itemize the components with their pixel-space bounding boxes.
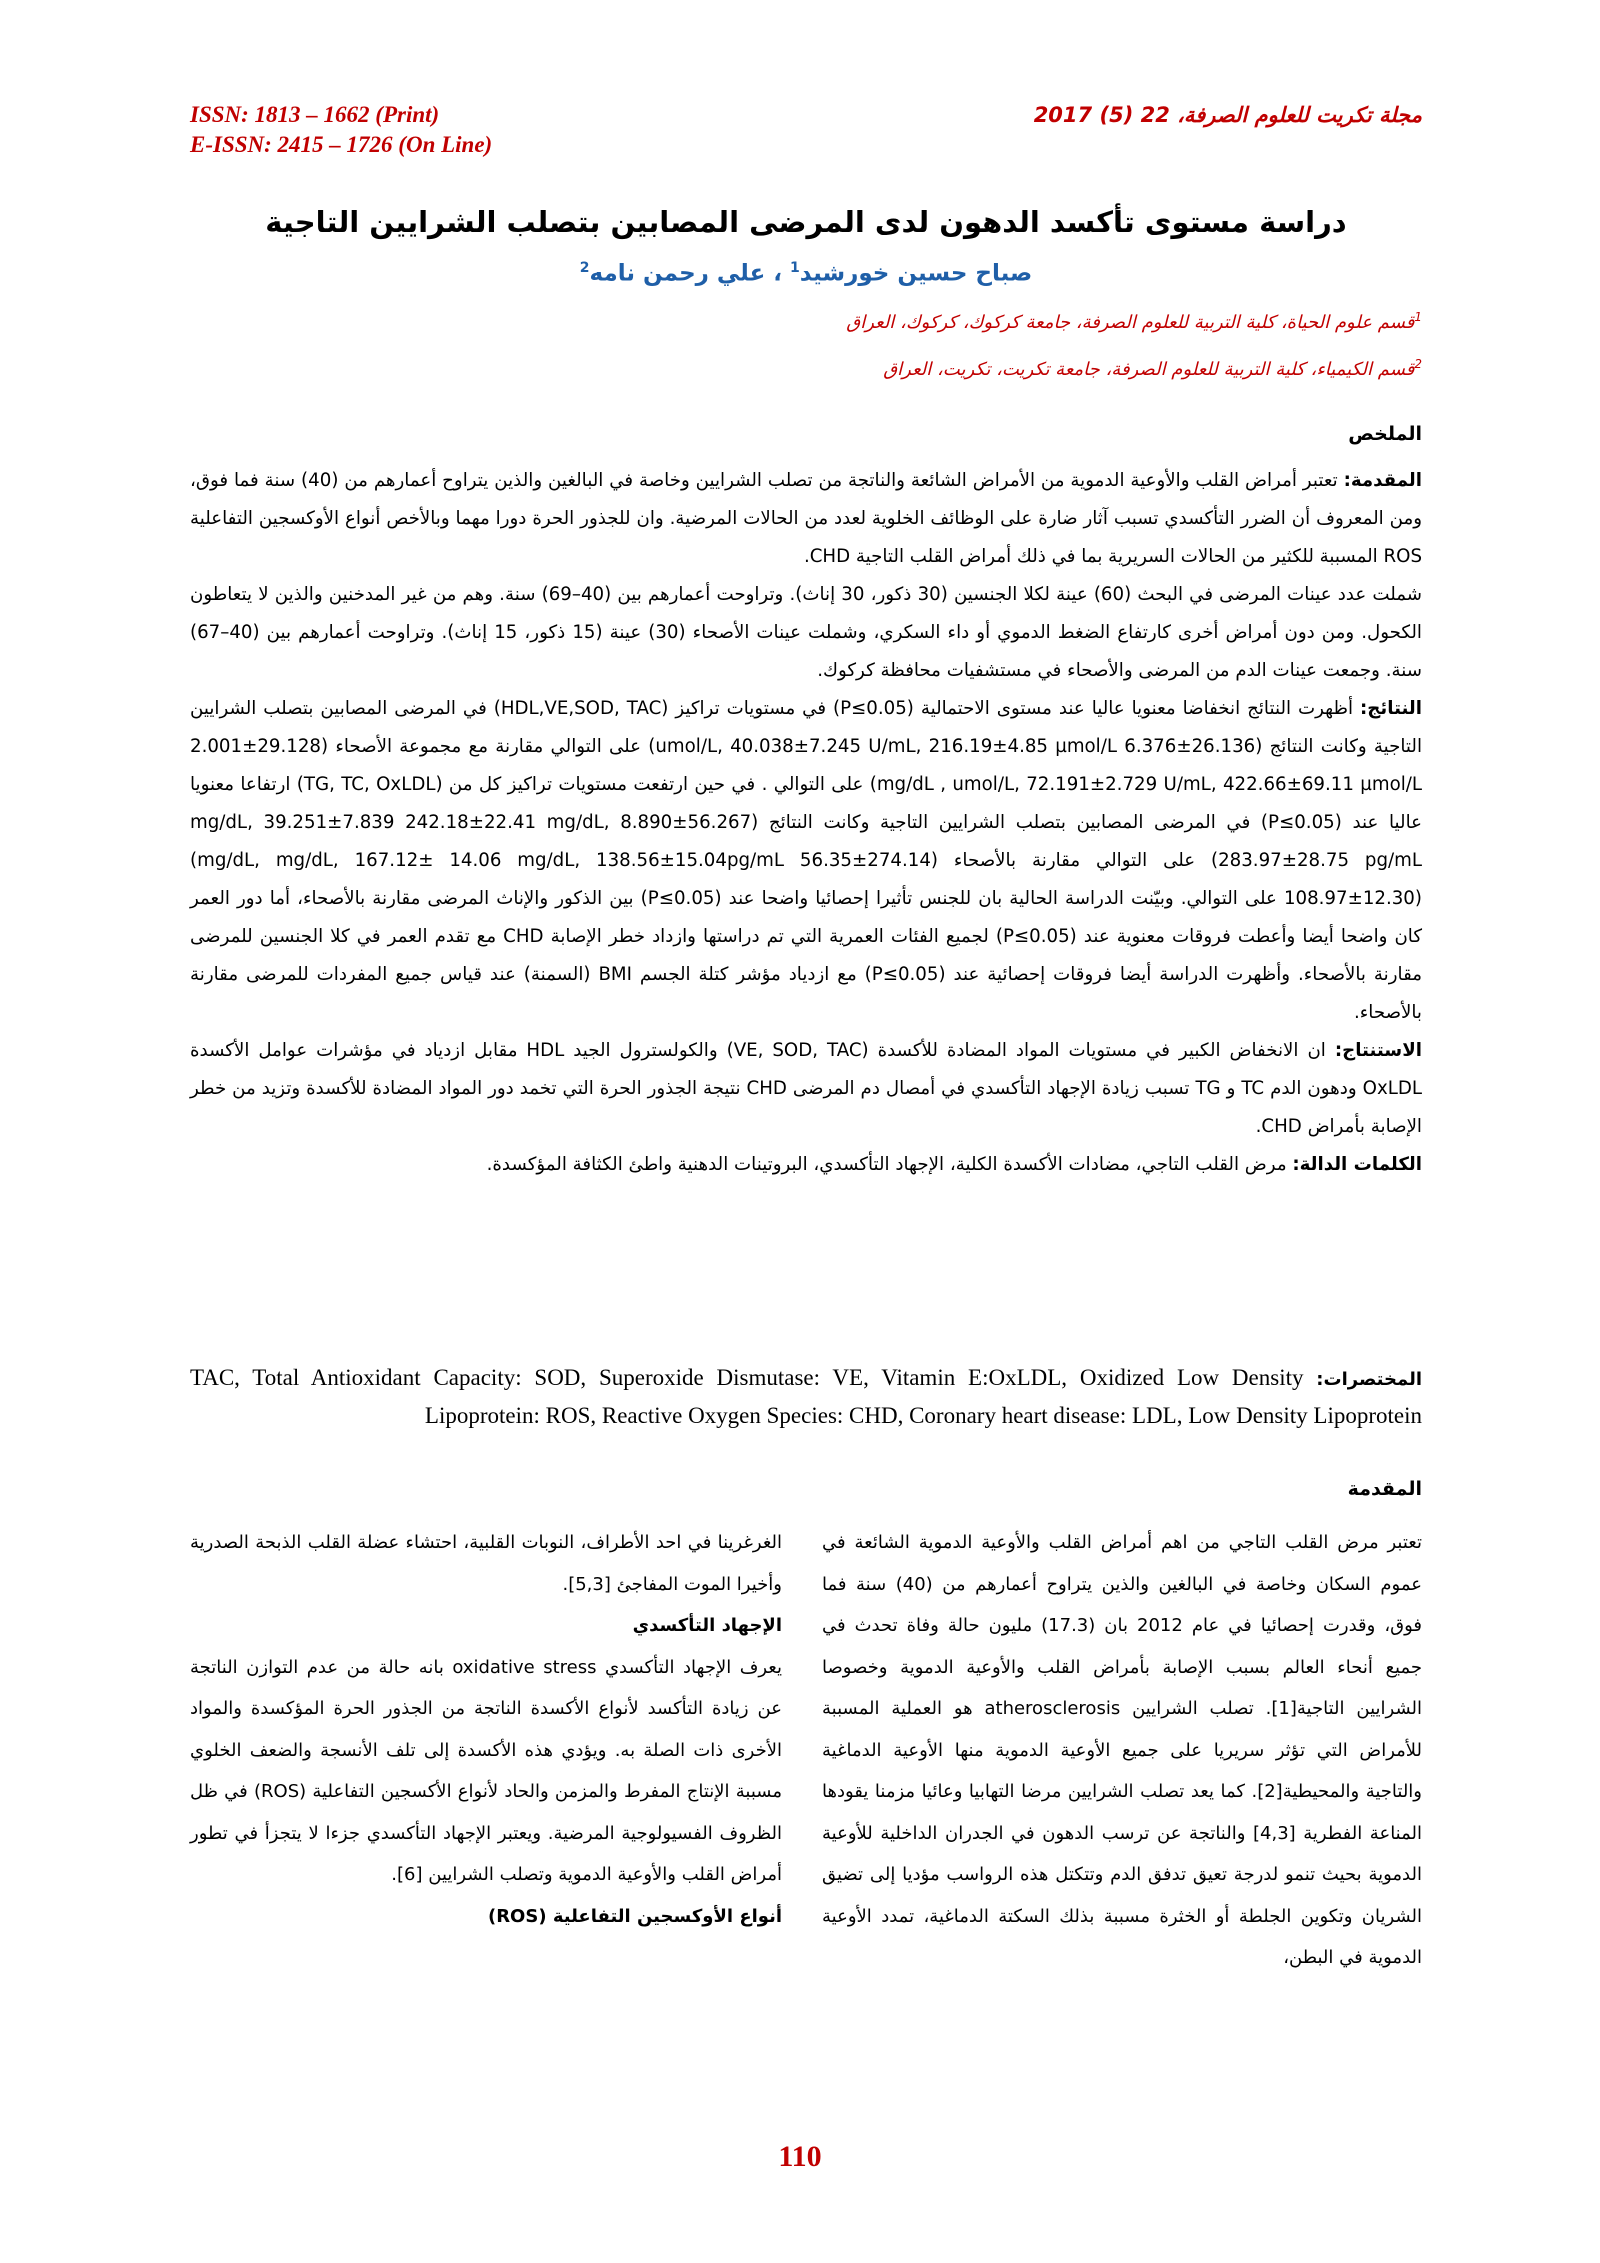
affiliation-1 [846, 310, 1422, 333]
issn-online: E-ISSN: 2415 – 1726 (On Line) [190, 132, 493, 157]
abstract-intro-label: المقدمة: [1343, 470, 1422, 491]
left-column-paragraph-2: يعرف الإجهاد التأكسدي oxidative stress بانه حالة من عدم التوازن الناتجة عن زيادة التأكسد لأنواع الأكسدة الناتجة من الجذور الحرة المؤكسدة والمواد الأخرى ذات الصلة به. ويؤدي هذه الأكسدة إلى تلف الأنسجة والضعف الخلوي مسببة الإنتاج المفرط والمزمن والحاد لأنواع الأكسجين التفاعلية (ROS) في ظل الظروف الفسيولوجية المرضية. ويعتبر الإجهاد التأكسدي جزءا لا يتجزأ في تطور أمراض القلب والأوعية الدموية وتصلب الشرايين [6]. [190, 1656, 782, 1885]
journal-citation: مجلة تكريت للعلوم الصرفة، 22 (5) 2017 [1033, 103, 1422, 127]
abstract-methods: شملت عدد عينات المرضى في البحث (60) عينة لكلا الجنسين (30 ذكور، 30 إناث). وتراوحت أعمارهم بين (40–69) سنة. وهم من غير المدخنين والذين لا يتعاطون الكحول. ومن دون أمراض أخرى كارتفاع الضغط الدموي أو داء السكري، وشملت عينات الأصحاء (30) عينة (15 ذكور، 15 إناث). وتراوحت أعمارهم بين (40–67) سنة. وجمعت عينات الدم من المرضى والأصحاء في مستشفيات محافظة كركوك. [190, 584, 1422, 681]
abstract-keywords [190, 1146, 1422, 1184]
issn-block [190, 100, 492, 160]
issn-print: ISSN: 1813 – 1662 (Print) [190, 102, 440, 127]
abstract-results-text: أظهرت النتائج انخفاضا معنويا عاليا عند مستوى الاحتمالية (P≤0.05) في مستويات تراكيز (HDL,VE,SOD, TAC) في المرضى المصابين بتصلب الشرايين التاجية وكانت النتائج (26.136±6.376 umol/L, 40.038±7.245 U/mL, 216.19±4.85 µmol/L) على التوالي مقارنة مع مجموعة الأصحاء (29.128±2.001 mg/dL , umol/L, 72.191±2.729 U/mL, 422.66±69.11 µmol/L) على التوالي . في حين ارتفعت مستويات تراكيز كل من (TG, TC, OxLDL) ارتفاعا معنويا عاليا عند (P≤0.05) في المرضى المصابين بتصلب الشرايين التاجية وكانت النتائج (56.267±8.890 mg/dL, 39.251±7.839 242.18±22.41 mg/dL, 283.97±28.75 pg/mL) على التوالي مقارنة بالأصحاء (274.14±56.35 mg/dL, mg/dL, 167.12± 14.06 mg/dL, 138.56±15.04pg/mL) (108.97±12.30 على التوالي. وبيّنت الدراسة الحالية بان للجنس تأثيرا إحصائيا واضحا عند (P≤0.05) بين الذكور والإناث المرضى مقارنة بالأصحاء، أما دور العمر كان واضحا أيضا وأعطت فروقات معنوية عند (P≤0.05) لجميع الفئات العمرية التي تم دراستها وازداد خطر الإصابة CHD مع تقدم العمر في كلا الجنسين للمرضى مقارنة بالأصحاء. وأظهرت الدراسة أيضا فروقات إحصائية عند (P≤0.05) مع ازدياد مؤشر كتلة الجسم BMI (السمنة) عند قياس جميع المفردات للمرضى مقارنة بالأصحاء. [190, 698, 1423, 1023]
oxidative-stress-heading: الإجهاد التأكسدي [632, 1615, 782, 1636]
author-separator: ، [765, 260, 791, 287]
abbreviations-label: المختصرات: [1316, 1369, 1423, 1390]
abstract-intro [190, 462, 1422, 576]
article-title: دراسة مستوى تأكسد الدهون لدى المرضى المصابين بتصلب الشرايين التاجية [265, 205, 1347, 239]
abbreviations-text: TAC, Total Antioxidant Capacity: SOD, Superoxide Dismutase: VE, Vitamin E:OxLDL, Oxidized Low Density Lipoprotein: ROS, Reactive Oxygen Species: CHD, Coronary heart disease: LDL, Low Density Lipoprotein [190, 1365, 1422, 1428]
introduction-heading: المقدمة [1347, 1478, 1422, 1500]
affiliation-2 [883, 357, 1422, 380]
left-column [190, 1522, 782, 1937]
abstract-body [190, 462, 1422, 1184]
affiliation-1-text: قسم علوم الحياة، كلية التربية للعلوم الصرفة، جامعة كركوك، كركوك، العراق [846, 312, 1415, 333]
keywords-text: مرض القلب التاجي، مضادات الأكسدة الكلية، الإجهاد التأكسدي، البروتينات الدهنية واطئ الكثافة المؤكسدة. [486, 1154, 1293, 1175]
right-column [822, 1522, 1422, 1979]
ros-heading: أنواع الأوكسجين التفاعلية (ROS) [487, 1905, 782, 1927]
page-number: 110 [778, 2140, 822, 2173]
affiliation-1-sup: 1 [1414, 310, 1422, 324]
author-2-sup: 2 [579, 260, 590, 276]
abstract-results [190, 690, 1422, 1032]
abstract-heading: الملخص [1348, 423, 1422, 445]
right-column-paragraph: تعتبر مرض القلب التاجي من اهم أمراض القلب والأوعية الدموية الشائعة في عموم السكان وخاصة في البالغين والذين يتراوح أعمارهم من (40) سنة فما فوق، وقدرت إحصائيا في عام 2012 بان (17.3) مليون حالة وفاة تحدث في جميع أنحاء العالم بسبب الإصابة بأمراض القلب والأوعية الدموية وخصوصا الشرايين التاجية[1]. تصلب الشرايين atherosclerosis هو العملية المسببة للأمراض التي تؤثر سريريا على جميع الأوعية الدموية منها الأوعية الدماغية والتاجية والمحيطية[2]. كما يعد تصلب الشرايين مرضا التهابيا وعائيا مزمنا يقودها المناعة الفطرية [4,3] والناتجة عن ترسب الدهون في الجدران الداخلية للأوعية الدموية بحيث تنمو لدرجة تعيق تدفق الدم وتتكتل هذه الرواسب مؤديا إلى تضيق الشريان وتكوين الجلطة أو الخثرة مسببة بذلك السكتة الدماغية، تمدد الأوعية الدموية في البطن، [822, 1532, 1423, 1968]
abstract-conclusion-text: ان الانخفاض الكبير في مستويات المواد المضادة للأكسدة (VE, SOD, TAC) والكولسترول الجيد HDL مقابل ازدياد في مؤشرات عوامل الأكسدة OxLDL ودهون الدم TC و TG تسبب زيادة الإجهاد التأكسدي في أمصال دم المرضى CHD نتيجة الجذور الحرة التي تخمد دور المواد المضادة للأكسدة وتزيد من خطر الإصابة بأمراض CHD. [190, 1040, 1422, 1137]
abstract-conclusion [190, 1032, 1422, 1146]
author-1-sup: 1 [790, 260, 800, 276]
author-line [190, 260, 1422, 287]
left-column-paragraph-1: الغرغرينا في احد الأطراف، النوبات القلبية، احتشاء عضلة القلب الذبحة الصدرية وأخيرا الموت المفاجئ [5,3]. [190, 1532, 782, 1595]
abstract-conclusion-label: الاستنتاج: [1334, 1040, 1422, 1061]
abstract-intro-text: تعتبر أمراض القلب والأوعية الدموية من الأمراض الشائعة والناتجة من تصلب الشرايين وخاصة في البالغين والذين يتراوح أعمارهم من (40) سنة فما فوق، ومن المعروف أن الضرر التأكسدي تسبب آثار ضارة على الوظائف الخلوية لعدد من الحالات المرضية. وان للجذور الحرة دورا مهما وبالأخص أنواع الأوكسجين التفاعلية ROS المسببة للكثير من الحالات السريرية بما في ذلك أمراض القلب التاجية CHD. [190, 470, 1422, 567]
abstract-results-label: النتائج: [1360, 698, 1422, 719]
abbreviations-block [190, 1360, 1422, 1434]
affiliation-2-text: قسم الكيمياء، كلية التربية للعلوم الصرفة، جامعة تكريت، تكريت، العراق [883, 359, 1415, 380]
author-2: علي رحمن نامه [589, 260, 766, 287]
keywords-label: الكلمات الدالة: [1292, 1154, 1422, 1175]
affiliation-2-sup: 2 [1414, 357, 1422, 371]
author-1: صباح حسين خورشيد [799, 260, 1033, 287]
